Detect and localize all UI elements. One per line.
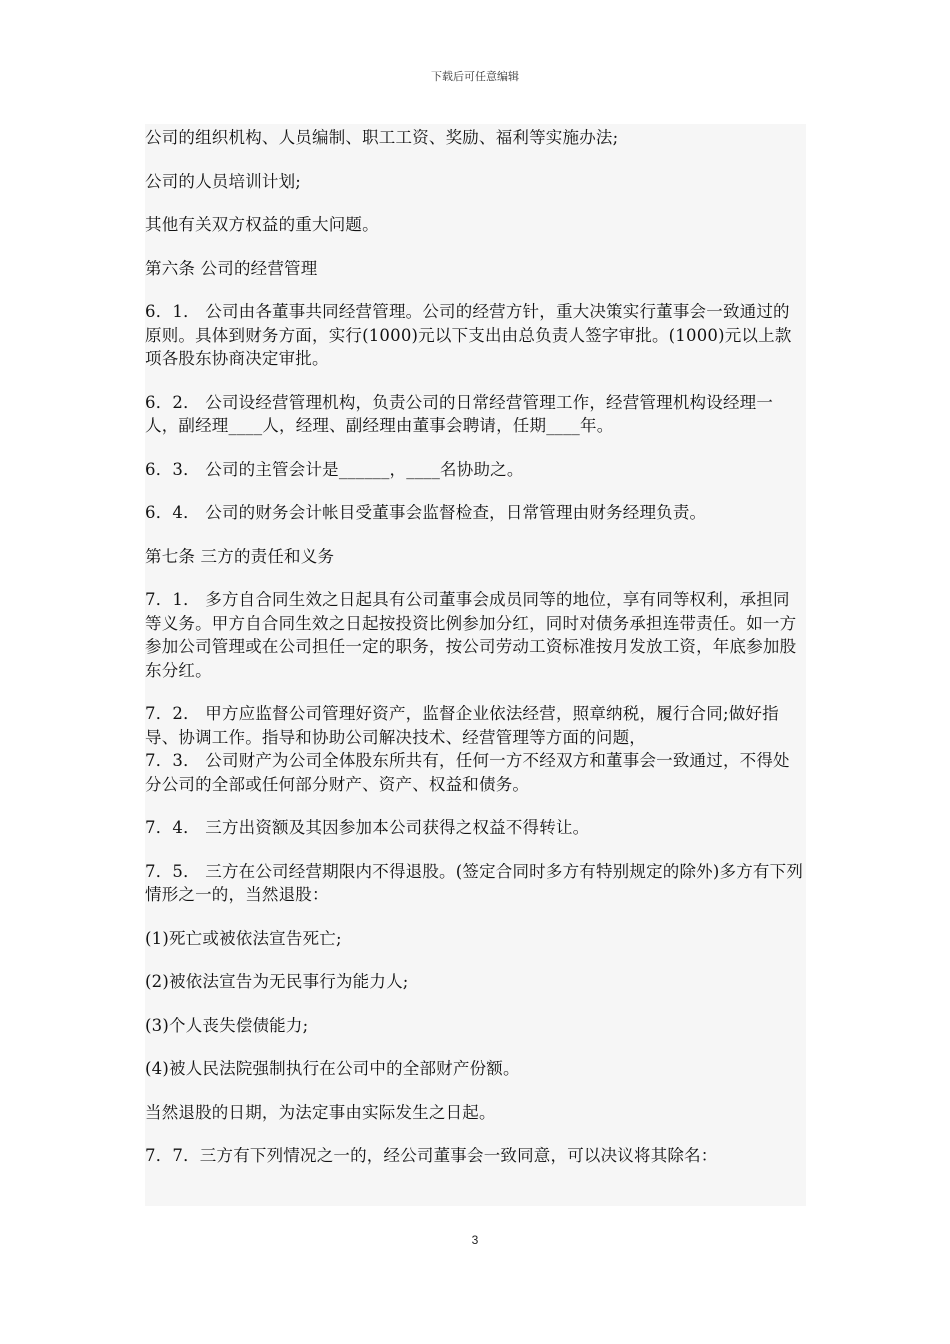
clause: 7．1． 多方自合同生效之日起具有公司董事会成员同等的地位，享有同等权利，承担同等义务。甲方自合同生效之日起按投资比例参加分红，同时对债务承担连带责任。如一方参加公司管理或在公司担任一定的职务，按公司劳动工资标准按月发放工资，年底参加股东分红。 [145, 590, 797, 680]
paragraph: 公司的人员培训计划; [145, 171, 302, 191]
clause: 6．1． 公司由各董事共同经营管理。公司的经营方针，重大决策实行董事会一致通过的原则。具体到财务方面，实行(1000)元以下支出由总负责人签字审批。(1000)元以上款项各股东协商决定审批。 [145, 302, 792, 368]
page-header: 下载后可任意编辑 [431, 70, 519, 83]
section-heading: 第六条 公司的经营管理 [145, 258, 318, 278]
list-item: (2)被依法宣告为无民事行为能力人; [145, 972, 409, 991]
clause: 7．7．三方有下列情况之一的，经公司董事会一致同意，可以决议将其除名： [145, 1146, 718, 1165]
paragraph: 公司的组织机构、人员编制、职工工资、奖励、福利等实施办法; [145, 128, 619, 147]
clause: 6．2． 公司设经营管理机构，负责公司的日常经营管理工作，经营管理机构设经理一人，副经理____人，经理、副经理由董事会聘请，任期____年。 [145, 392, 774, 435]
paragraph: 当然退股的日期，为法定事由实际发生之日起。 [145, 1102, 496, 1122]
list-item: (4)被人民法院强制执行在公司中的全部财产份额。 [145, 1059, 520, 1078]
clause: 7．5． 三方在公司经营期限内不得退股。(签定合同时多方有特别规定的除外)多方有下列情形之一的，当然退股： [145, 861, 804, 904]
list-item: (3)个人丧失偿债能力; [145, 1015, 309, 1035]
document-body [145, 124, 806, 1206]
page-number: 3 [471, 1233, 479, 1247]
section-heading: 第七条 三方的责任和义务 [145, 546, 335, 566]
paragraph: 其他有关双方权益的重大问题。 [145, 215, 379, 234]
clause: 7．3． 公司财产为公司全体股东所共有，任何一方不经双方和董事会一致通过，不得处分公司的全部或任何部分财产、资产、权益和债务。 [145, 751, 790, 794]
clause: 6．4． 公司的财务会计帐目受董事会监督检查，日常管理由财务经理负责。 [145, 503, 707, 522]
clause: 7．2． 甲方应监督公司管理好资产，监督企业依法经营，照章纳税，履行合同;做好指导、协调工作。指导和协助公司解决技术、经营管理等方面的问题， [145, 704, 779, 747]
clause: 6．3． 公司的主管会计是______，____名协助之。 [145, 459, 524, 479]
list-item: (1)死亡或被依法宣告死亡; [145, 928, 342, 948]
clause: 7．4． 三方出资额及其因参加本公司获得之权益不得转让。 [145, 818, 590, 837]
